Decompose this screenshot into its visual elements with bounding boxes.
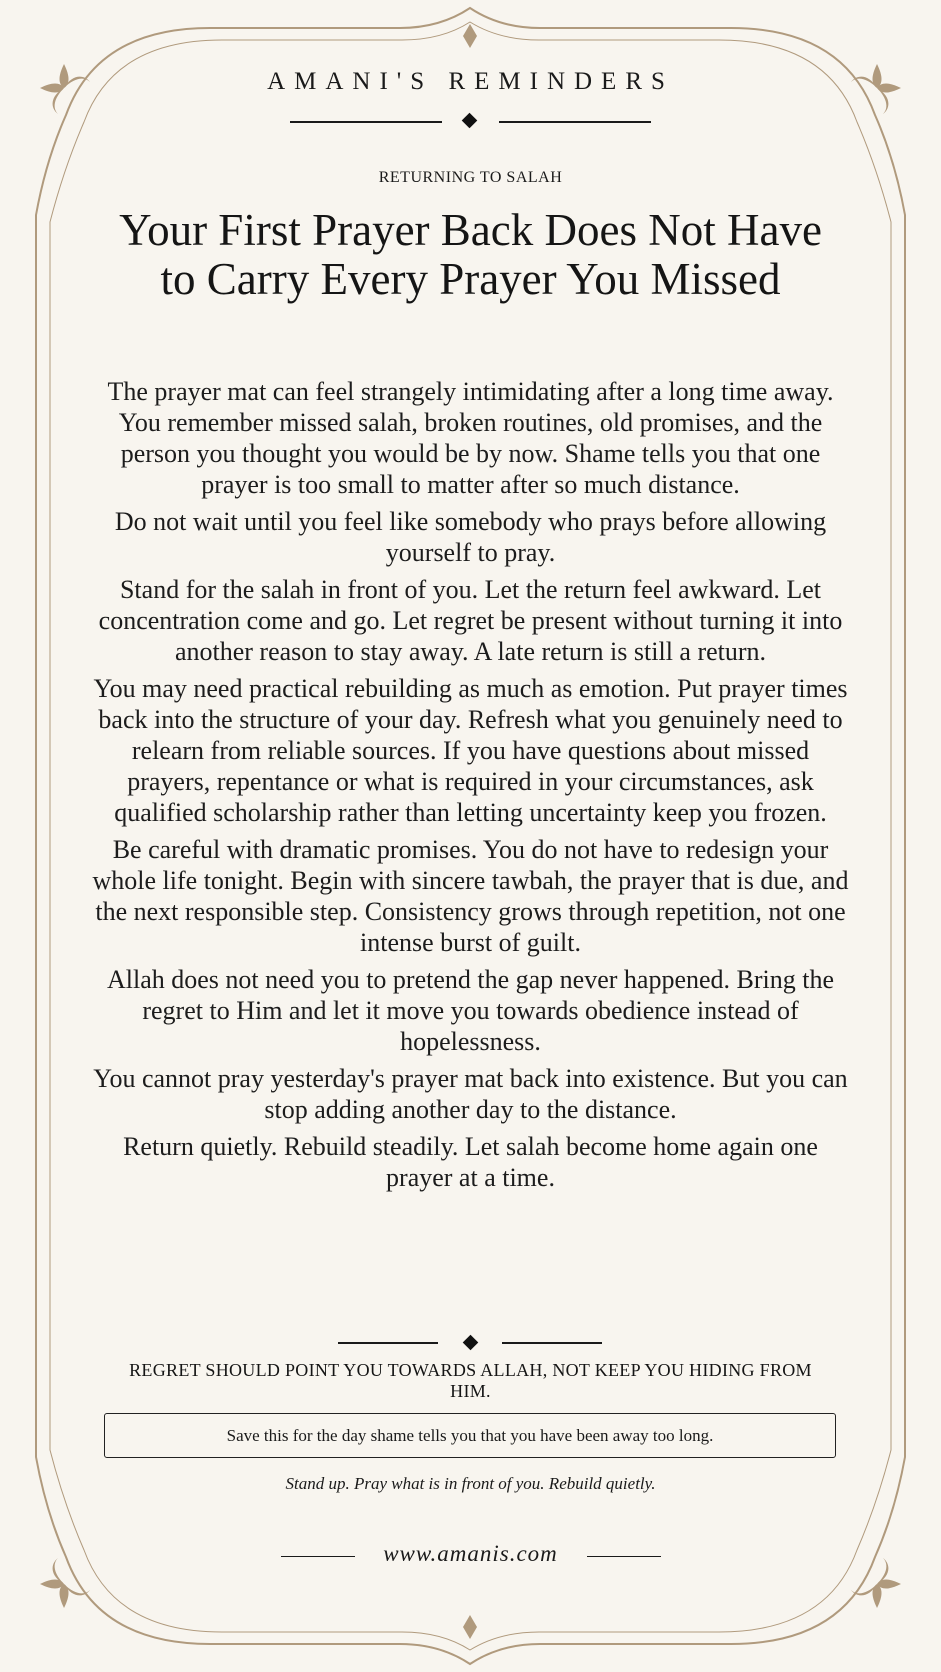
bottom-diamond-ornament <box>463 1615 477 1639</box>
save-note-box <box>104 1413 836 1458</box>
body-paragraph: The prayer mat can feel strangely intimidating after a long time away. You remember missed salah, broken routines, old promises, and the person you thought you would be by now. Shame tells you that one prayer is too small to matter after so much distance. <box>107 377 834 499</box>
brand-name: AMANI'S REMINDERS <box>267 68 674 95</box>
article-body <box>92 376 849 1199</box>
closing-tagline: Stand up. Pray what is in front of you. Rebuild quietly. <box>285 1474 656 1493</box>
closing-divider-diamond <box>463 1335 479 1351</box>
body-paragraph: Return quietly. Rebuild steadily. Let salah become home again one prayer at a time. <box>123 1132 818 1192</box>
header-divider-left <box>290 121 442 123</box>
closing-divider-right <box>502 1342 602 1344</box>
header-divider-diamond <box>462 113 478 129</box>
body-paragraph: Do not wait until you feel like somebody who prays before allowing yourself to pray. <box>114 507 827 567</box>
top-diamond-ornament <box>463 24 477 48</box>
save-note-text: Save this for the day shame tells you that you have been away too long. <box>226 1425 714 1445</box>
footer-divider-right <box>587 1556 661 1557</box>
body-paragraph: Be careful with dramatic promises. You do not have to redesign your whole life tonight. Begin with sincere tawbah, the prayer that is due, and the next responsible step. Consistency grows through repetition, not one intense burst of guilt. <box>92 835 849 957</box>
body-paragraph: Allah does not need you to pretend the gap never happened. Bring the regret to Him and let it move you towards obedience instead of hopelessness. <box>106 965 835 1056</box>
closing-divider-left <box>338 1342 438 1344</box>
header-divider-right <box>499 121 651 123</box>
body-paragraph: You may need practical rebuilding as much as emotion. Put prayer times back into the structure of your day. Refresh what you genuinely need to relearn from reliable sources. If you have questions about missed prayers, repentance or what is required in your circumstances, ask qualified scholarship rather than letting uncertainty keep you frozen. <box>93 674 848 827</box>
pull-quote: REGRET SHOULD POINT YOU TOWARDS ALLAH, NOT KEEP YOU HIDING FROM HIM. <box>129 1360 812 1401</box>
body-paragraph: You cannot pray yesterday's prayer mat back into existence. But you can stop adding another day to the distance. <box>93 1064 848 1124</box>
body-paragraph: Stand for the salah in front of you. Let the return feel awkward. Let concentration come and go. Let regret be present without turning it into another reason to stay away. A late return is still a return. <box>98 575 843 666</box>
website-link[interactable]: www.amanis.com <box>383 1541 558 1566</box>
article-title: Your First Prayer Back Does Not Have to Carry Every Prayer You Missed <box>119 205 822 304</box>
article-category: RETURNING TO SALAH <box>378 169 563 186</box>
